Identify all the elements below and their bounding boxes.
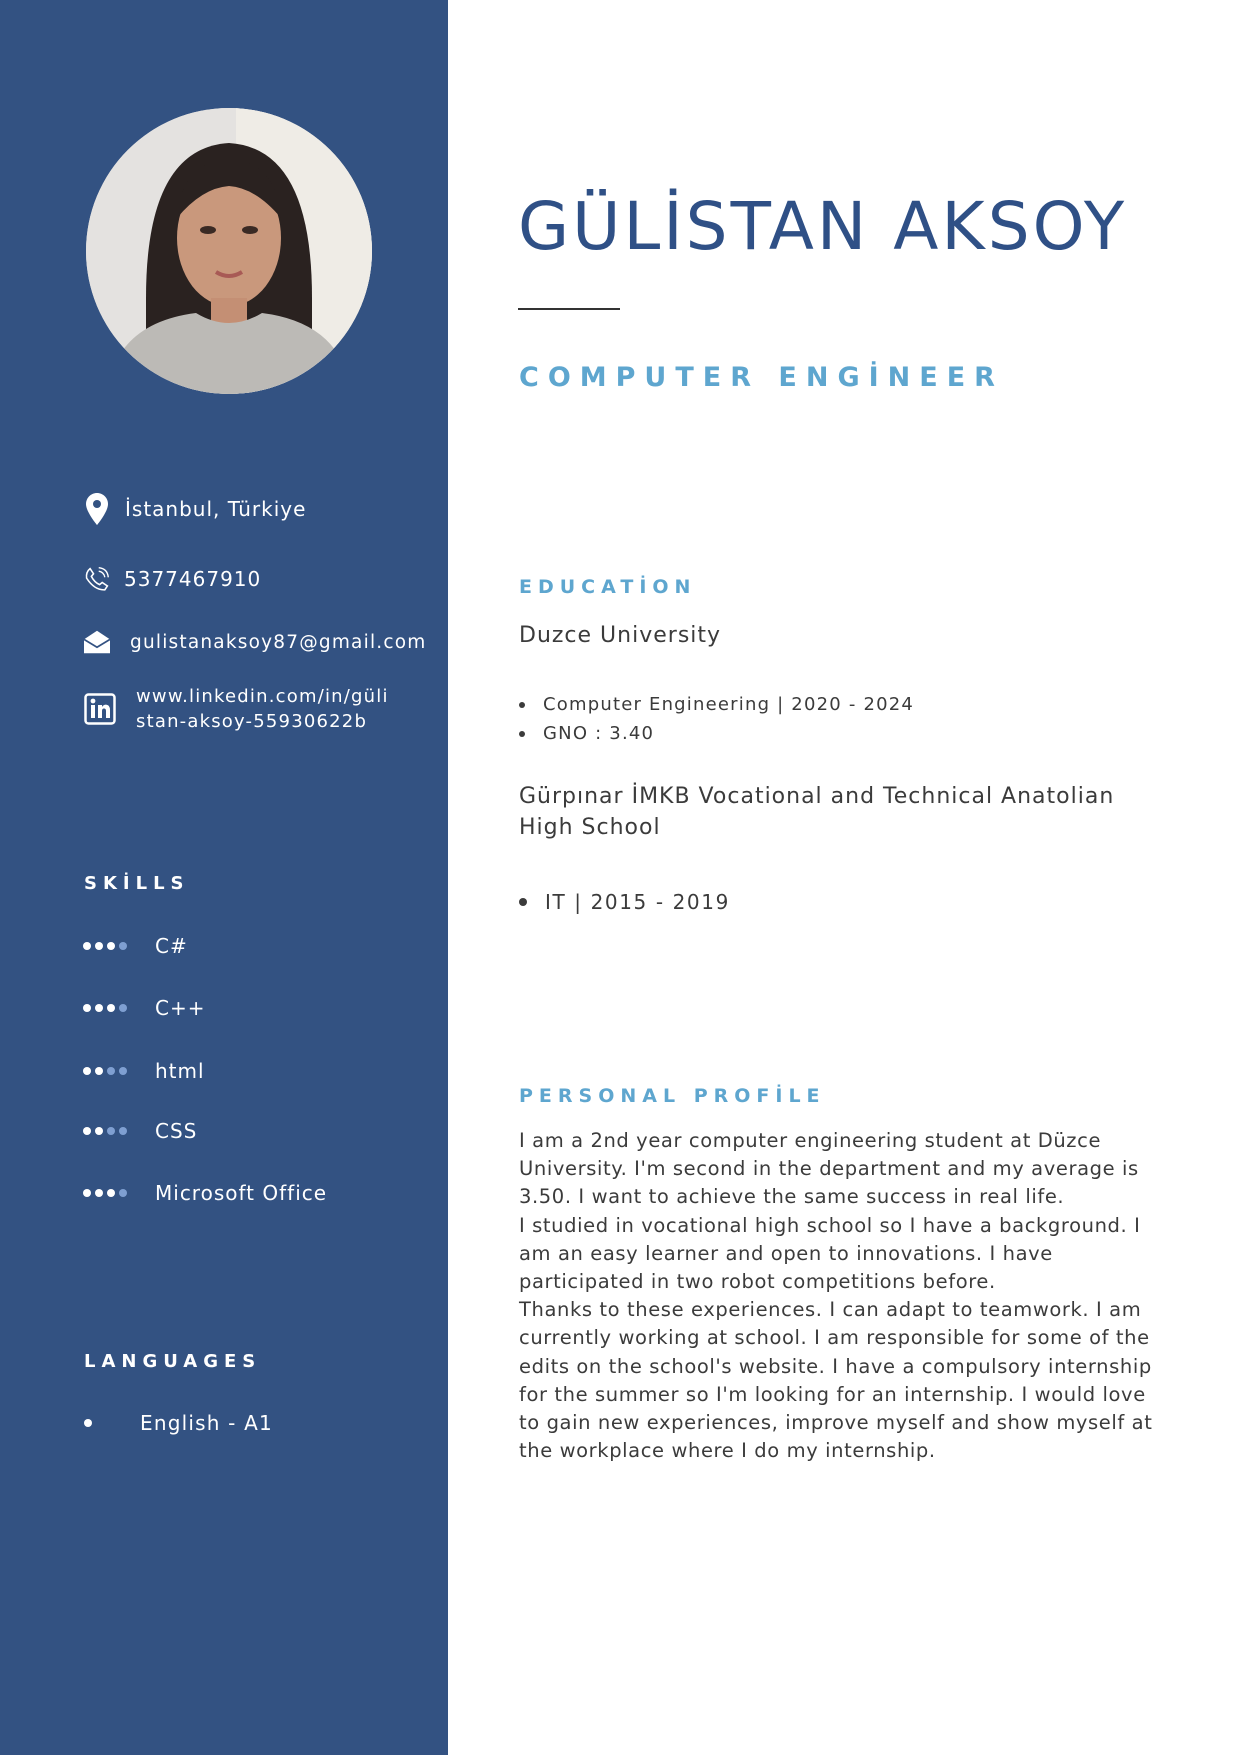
high-school-details <box>519 887 730 916</box>
sidebar <box>0 0 448 1755</box>
skills-heading: SKİLLS <box>84 873 190 894</box>
list-item <box>519 690 914 719</box>
rating-dot <box>107 1189 115 1197</box>
rating-dot <box>119 1127 127 1135</box>
degree-text: Computer Engineering | 2020 - 2024 <box>543 694 915 715</box>
skill-name: C# <box>155 934 188 958</box>
contact-location <box>84 496 306 522</box>
phone-icon <box>84 566 110 592</box>
profile-text <box>519 1127 1169 1465</box>
skill-name: CSS <box>155 1119 198 1143</box>
skill-name: Microsoft Office <box>155 1181 328 1205</box>
program-text: IT | 2015 - 2019 <box>545 889 730 914</box>
rating-dot <box>95 1127 103 1135</box>
bullet-icon <box>519 702 525 708</box>
skill-rating <box>83 1004 155 1012</box>
rating-dot <box>107 1067 115 1075</box>
rating-dot <box>83 1189 91 1197</box>
rating-dot <box>119 1067 127 1075</box>
education-heading: EDUCATİON <box>519 576 697 598</box>
profile-paragraph: Thanks to these experiences. I can adapt to teamwork. I am currently working at school. I am responsible for some of the edits on the school's website. I have a compulsory internship for the summer so I'm looking for an internship. I would love to gain new experiences, improve myself and show myself at the workplace where I do my internship. <box>519 1298 1153 1463</box>
job-title: COMPUTER ENGİNEER <box>519 362 1004 393</box>
rating-dot <box>119 942 127 950</box>
rating-dot <box>107 1127 115 1135</box>
high-school-name: Gürpınar İMKB Vocational and Technical Anatolian High School <box>519 784 1115 840</box>
contact-phone <box>84 566 261 592</box>
contact-email[interactable] <box>84 629 426 655</box>
skill-item <box>83 934 188 958</box>
skill-item <box>83 1181 327 1205</box>
rating-dot <box>95 1189 103 1197</box>
envelope-icon <box>84 629 110 655</box>
language-item <box>84 1411 273 1435</box>
skill-rating <box>83 1189 155 1197</box>
rating-dot <box>107 1004 115 1012</box>
contact-linkedin[interactable] <box>84 684 389 734</box>
rating-dot <box>107 942 115 950</box>
skill-name: C++ <box>155 996 206 1020</box>
skill-item <box>83 1119 197 1143</box>
phone-text: 5377467910 <box>124 567 262 591</box>
bullet-icon <box>519 898 527 906</box>
rating-dot <box>95 1004 103 1012</box>
university-name: Duzce University <box>519 623 722 648</box>
email-link[interactable]: gulistanaksoy87@gmail.com <box>130 631 427 653</box>
skill-rating <box>83 942 155 950</box>
language-name: English - A1 <box>140 1411 273 1435</box>
profile-paragraph: I studied in vocational high school so I have a background. I am an easy learner and open to innovations. I have participated in two robot competitions before. <box>519 1213 1141 1294</box>
rating-dot <box>83 1004 91 1012</box>
rating-dot <box>83 942 91 950</box>
location-pin-icon <box>84 496 110 522</box>
rating-dot <box>119 1189 127 1197</box>
profile-photo <box>86 108 372 394</box>
linkedin-line-2[interactable]: stan-aksoy-55930622b <box>136 711 368 732</box>
profile-paragraph: I am a 2nd year computer engineering student at Düzce University. I'm second in the department and my average is 3.50. I want to achieve the same success in real life. <box>519 1129 1139 1209</box>
rating-dot <box>83 1127 91 1135</box>
gpa-text: GNO : 3.40 <box>543 723 655 744</box>
linkedin-line-1[interactable]: www.linkedin.com/in/güli <box>136 686 389 707</box>
languages-heading: LANGUAGES <box>84 1351 262 1372</box>
location-text: İstanbul, Türkiye <box>125 497 307 521</box>
name-divider <box>518 308 620 310</box>
person-name: GÜLİSTAN AKSOY <box>518 188 1128 265</box>
list-item <box>519 719 914 748</box>
rating-dot <box>95 1067 103 1075</box>
rating-dot <box>119 1004 127 1012</box>
profile-heading: PERSONAL PROFİLE <box>519 1085 826 1107</box>
skill-item <box>83 1059 205 1083</box>
skill-rating <box>83 1127 155 1135</box>
skill-rating <box>83 1067 155 1075</box>
university-details <box>519 690 914 748</box>
rating-dot <box>95 942 103 950</box>
bullet-icon <box>84 1419 92 1427</box>
list-item <box>519 887 730 916</box>
bullet-icon <box>519 731 525 737</box>
skill-name: html <box>155 1059 205 1083</box>
linkedin-icon <box>84 693 116 725</box>
skill-item <box>83 996 205 1020</box>
rating-dot <box>83 1067 91 1075</box>
